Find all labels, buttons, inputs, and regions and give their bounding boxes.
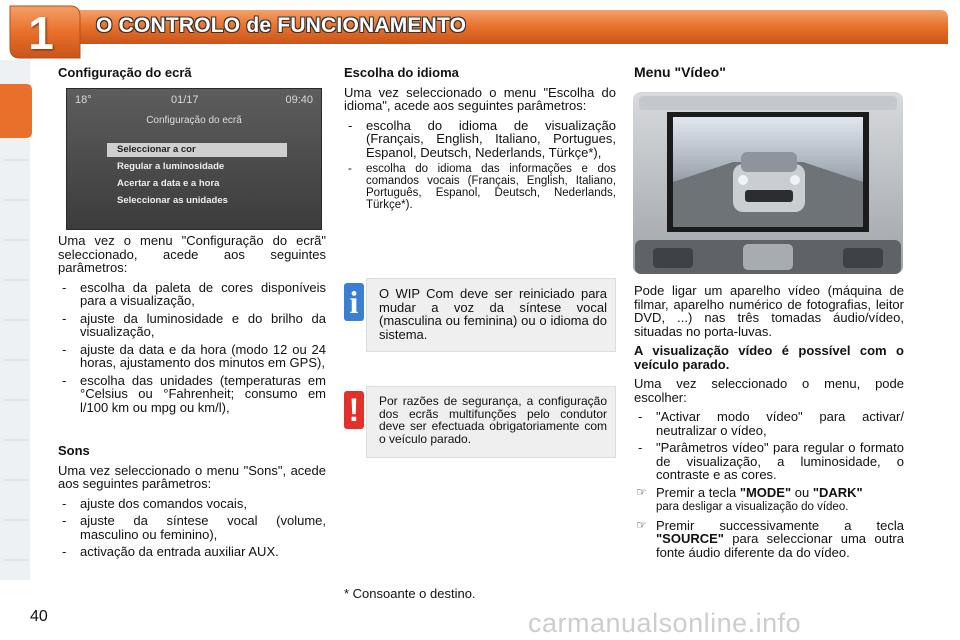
instruction-mode-dark	[634, 486, 904, 515]
sons-section	[58, 444, 326, 565]
column-video-menu	[634, 66, 904, 86]
column-language	[344, 66, 616, 217]
section-heading-display-config: Configuração do ecrã	[58, 65, 192, 80]
paragraph: Uma vez seleccionado o menu "Escolha do idioma", acede aos seguintes parâmetros:	[344, 84, 616, 113]
display-config-list	[58, 281, 326, 415]
list-item: - activação da entrada auxiliar AUX.	[58, 545, 326, 559]
bold-note: A visualização vídeo é possível com o veículo parado.	[634, 343, 904, 372]
warning-note-text: Por razões de segurança, a configuração dos ecrãs multifunções pelo condutor deve ser efectuada obrigatoriamente com o veículo parado.	[379, 394, 607, 446]
footnote: * Consoante o destino.	[344, 586, 476, 601]
paragraph: Uma vez o menu "Configuração do ecrã" seleccionado, acede aos seguintes parâmetros:	[58, 233, 326, 275]
paragraph: Pode ligar um aparelho vídeo (máquina de filmar, aparelho numérico de fotografias, leitor DVD, ...) nas três tomadas áudio/vídeo, situadas no porta-luvas.	[634, 283, 904, 339]
info-note-text: O WIP Com deve ser reiniciado para mudar a voz da síntese vocal (masculina ou feminina) ou o idioma do sistema.	[379, 286, 607, 342]
display-config-body	[58, 234, 326, 420]
key-dark: "DARK"	[812, 484, 863, 500]
screen-menu-title: Configuração do ecrã	[146, 115, 242, 126]
instruction-text: Premir a tecla	[656, 484, 740, 500]
list-item: - ajuste da síntese vocal (volume, masculino ou feminino),	[58, 514, 326, 541]
watermark: carmanualsonline.info	[528, 608, 802, 638]
paragraph: Uma vez seleccionado o menu "Sons", acede aos seguintes parâmetros:	[58, 462, 326, 491]
warning-icon: !	[344, 391, 364, 429]
video-options-list	[634, 410, 904, 559]
screen-date: 01/17	[171, 94, 199, 106]
sons-list	[58, 497, 326, 559]
section-heading-sons: Sons	[58, 443, 90, 458]
warning-note-box	[366, 386, 616, 458]
list-item: - "Activar modo vídeo" para activar/ neutralizar o vídeo,	[634, 410, 904, 437]
list-item: - ajuste dos comandos vocais,	[58, 497, 326, 511]
list-item: - escolha das unidades (temperaturas em °Celsius ou °Fahrenheit; consumo em l/100 km ou mpg ou km/l),	[58, 374, 326, 415]
key-mode: "MODE"	[739, 484, 792, 500]
chapter-number: 1	[28, 7, 54, 59]
column-display-config	[58, 66, 326, 86]
page-title: O CONTROLO de FUNCIONAMENTO	[96, 14, 467, 37]
list-item: - ajuste da luminosidade e do brilho da visualização,	[58, 312, 326, 339]
section-heading-video: Menu "Vídeo"	[634, 64, 726, 80]
instruction-text: ou	[791, 484, 813, 500]
screen-menu-item: Seleccionar as unidades	[117, 195, 228, 206]
screen-menu-item: Regular a luminosidade	[117, 161, 225, 172]
section-heading-language: Escolha do idioma	[344, 65, 459, 80]
instruction-text: para seleccionar uma outra fonte áudio diferente da do vídeo.	[656, 531, 904, 560]
language-list	[344, 119, 616, 212]
screen-menu-item: Acertar a data e a hora	[117, 178, 220, 189]
video-menu-body	[634, 284, 904, 565]
list-item: - escolha do idioma de visualização (Français, English, Italiano, Portugues, Espanol, Deutsch, Nederlands, Türkçe*),	[344, 119, 616, 160]
list-item: - "Parâmetros vídeo" para regular o formato de visualização, a luminosidade, o contraste e as cores.	[634, 441, 904, 482]
info-note-box	[366, 278, 616, 352]
video-display-image	[633, 92, 903, 274]
chapter-side-tabs	[0, 60, 36, 580]
instruction-text: Premir successivamente a tecla	[656, 517, 904, 533]
paragraph: Uma vez seleccionado o menu, pode escolher:	[634, 376, 904, 405]
display-config-screen-image	[66, 88, 322, 230]
screen-temperature: 18°	[75, 94, 92, 106]
screen-menu-item: Seleccionar a cor	[107, 143, 287, 157]
screen-status-bar	[75, 94, 313, 106]
list-item: - escolha da paleta de cores disponíveis para a visualização,	[58, 281, 326, 308]
key-source: "SOURCE"	[656, 531, 724, 546]
instruction-text: para desligar a visualização do vídeo.	[656, 501, 849, 513]
page-number: 40	[30, 608, 48, 625]
info-icon: i	[344, 283, 364, 321]
list-item: - escolha do idioma das informações e dos comandos vocais (Français, English, Italiano, Português, Espanol, Deutsch, Nederlands, Türkçe*).	[344, 163, 616, 211]
instruction-source	[634, 519, 904, 560]
list-item: - ajuste da data e da hora (modo 12 ou 24 horas, ajustamento dos minutos em GPS),	[58, 343, 326, 370]
screen-time: 09:40	[285, 94, 313, 106]
